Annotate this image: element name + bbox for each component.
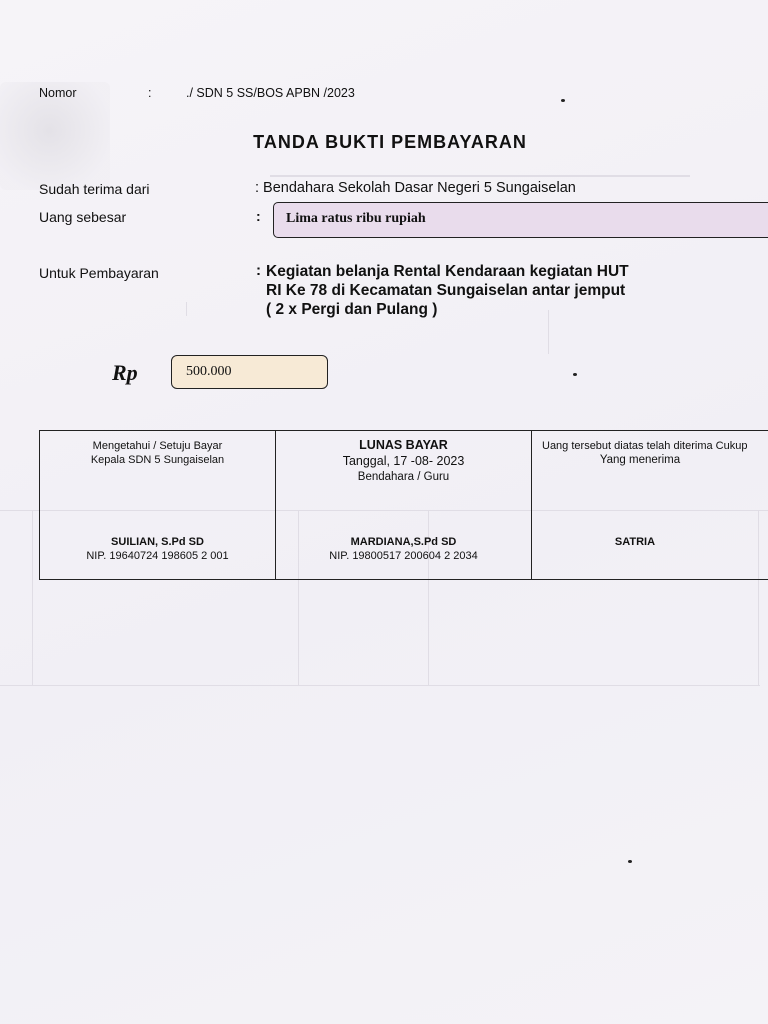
treasurer-nip: NIP. 19800517 200604 2 2034 xyxy=(329,550,478,562)
amount-label: Uang sebesar xyxy=(39,209,127,225)
signature-table xyxy=(39,430,768,580)
recipient-title: Yang menerima xyxy=(599,454,681,466)
paper-speck xyxy=(573,373,577,376)
principal-title: Kepala SDN 5 Sungaiselan xyxy=(90,454,225,466)
received-from-label: Sudah terima dari xyxy=(39,181,150,197)
bleed-through-mark xyxy=(186,302,187,316)
treasurer-name: MARDIANA,S.Pd SD xyxy=(350,536,457,548)
signature-cell-principal xyxy=(40,431,275,579)
bleed-through-rule xyxy=(32,510,33,686)
paid-stamp-text: LUNAS BAYAR xyxy=(359,438,448,452)
recipient-name: SATRIA xyxy=(614,536,656,548)
purpose-text xyxy=(266,262,746,319)
purpose-label: Untuk Pembayaran xyxy=(39,265,159,281)
paper-speck xyxy=(628,860,632,863)
treasurer-title: Bendahara / Guru xyxy=(357,471,450,483)
principal-name: SUILIAN, S.Pd SD xyxy=(111,536,204,548)
signature-cell-recipient xyxy=(531,431,768,579)
nomor-label: Nomor xyxy=(39,86,77,100)
principal-nip: NIP. 19640724 198605 2 001 xyxy=(86,550,229,562)
amount-in-words-box: Lima ratus ribu rupiah xyxy=(273,202,768,238)
amount-colon: : xyxy=(256,208,261,224)
signature-cell-treasurer xyxy=(275,431,531,579)
payment-date: Tanggal, 17 -08- 2023 xyxy=(342,454,465,468)
receipt-confirmation: Uang tersebut diatas telah diterima Cukup xyxy=(542,440,748,452)
bleed-through-rule xyxy=(0,685,760,686)
purpose-line: Kegiatan belanja Rental Kendaraan kegiatan HUT xyxy=(266,263,629,280)
received-from-value: : Bendahara Sekolah Dasar Negeri 5 Sungaiselan xyxy=(255,180,576,196)
purpose-colon: : xyxy=(256,262,261,279)
purpose-line: RI Ke 78 di Kecamatan Sungaiselan antar jemput xyxy=(266,282,626,299)
bleed-through-rule xyxy=(270,175,690,177)
purpose-line: ( 2 x Pergi dan Pulang ) xyxy=(266,301,438,318)
nomor-colon: : xyxy=(148,86,152,100)
nomor-value: ./ SDN 5 SS/BOS APBN /2023 xyxy=(186,86,355,100)
paper-speck xyxy=(561,99,565,102)
rp-currency-symbol: Rp xyxy=(112,360,138,385)
document-title: TANDA BUKTI PEMBAYARAN xyxy=(253,132,527,152)
amount-number-box: 500.000 xyxy=(171,355,328,389)
approval-line: Mengetahui / Setuju Bayar xyxy=(92,440,223,452)
